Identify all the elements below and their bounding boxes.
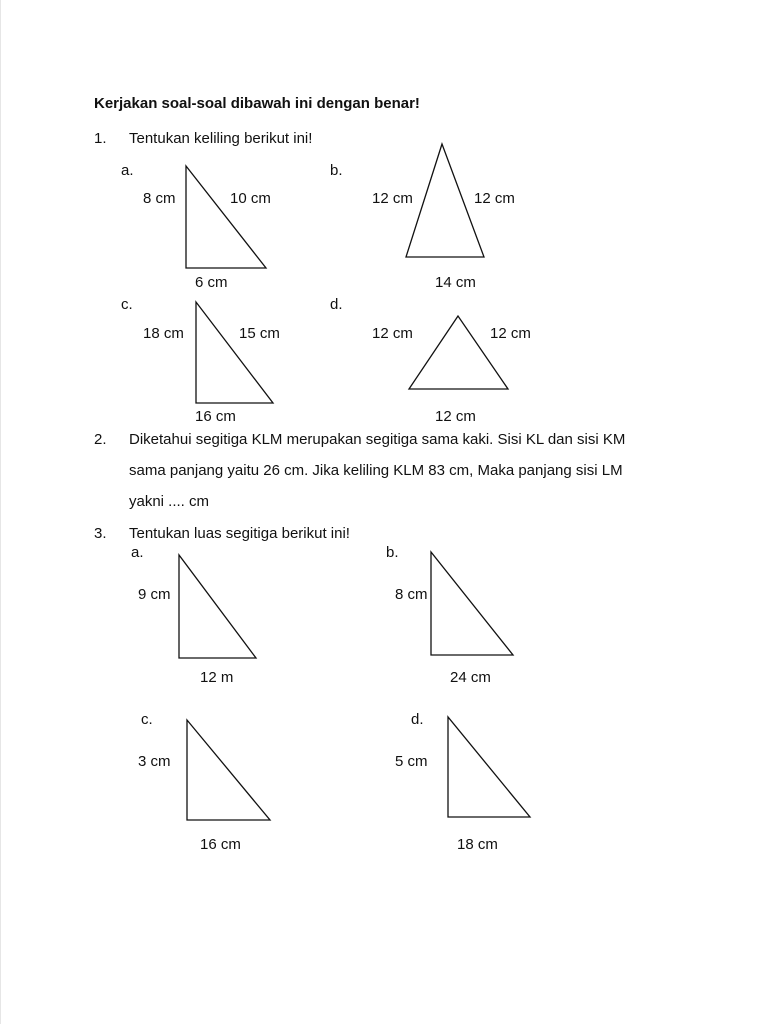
q3c-letter: c.: [141, 711, 153, 728]
q1c-triangle: [196, 302, 273, 403]
q3c-triangle: [187, 720, 270, 820]
q3d-triangle: [448, 717, 530, 817]
q1-prompt: Tentukan keliling berikut ini!: [129, 130, 313, 147]
q1a-left-side-label: 8 cm: [143, 190, 176, 207]
q1c-right-side-label: 15 cm: [239, 325, 280, 342]
q3d-letter: d.: [411, 711, 424, 728]
q3-number: 3.: [94, 525, 107, 542]
q1c-left-side-label: 18 cm: [143, 325, 184, 342]
q3c-height-label: 3 cm: [138, 753, 171, 770]
q1b-bottom-side-label: 14 cm: [435, 274, 476, 291]
q3c-base-label: 16 cm: [200, 836, 241, 853]
q2-text-line-1: Diketahui segitiga KLM merupakan segitiga sama kaki. Sisi KL dan sisi KM: [129, 431, 626, 448]
q1a-right-side-label: 10 cm: [230, 190, 271, 207]
q1b-left-side-label: 12 cm: [372, 190, 413, 207]
q3b-height-label: 8 cm: [395, 586, 428, 603]
q1c-bottom-side-label: 16 cm: [195, 408, 236, 425]
q3b-triangle: [431, 552, 513, 655]
q3a-triangle: [179, 555, 256, 658]
q2-text-line-2: sama panjang yaitu 26 cm. Jika keliling KLM 83 cm, Maka panjang sisi LM: [129, 462, 623, 479]
q3d-height-label: 5 cm: [395, 753, 428, 770]
q1b-letter: b.: [330, 162, 343, 179]
q1c-letter: c.: [121, 296, 133, 313]
q1b-triangle: [406, 144, 484, 257]
q1a-bottom-side-label: 6 cm: [195, 274, 228, 291]
q3b-base-label: 24 cm: [450, 669, 491, 686]
q3a-letter: a.: [131, 544, 144, 561]
q1d-left-side-label: 12 cm: [372, 325, 413, 342]
q2-number: 2.: [94, 431, 107, 448]
worksheet-instructions: Kerjakan soal-soal dibawah ini dengan benar!: [94, 95, 420, 112]
q1a-triangle: [186, 166, 266, 268]
q3-prompt: Tentukan luas segitiga berikut ini!: [129, 525, 350, 542]
q3a-height-label: 9 cm: [138, 586, 171, 603]
q1d-right-side-label: 12 cm: [490, 325, 531, 342]
q3d-base-label: 18 cm: [457, 836, 498, 853]
q1a-letter: a.: [121, 162, 134, 179]
q1d-bottom-side-label: 12 cm: [435, 408, 476, 425]
q1-number: 1.: [94, 130, 107, 147]
q3b-letter: b.: [386, 544, 399, 561]
q3a-base-label: 12 m: [200, 669, 234, 686]
q1d-letter: d.: [330, 296, 343, 313]
q1b-right-side-label: 12 cm: [474, 190, 515, 207]
q2-text-line-3: yakni .... cm: [129, 493, 210, 510]
